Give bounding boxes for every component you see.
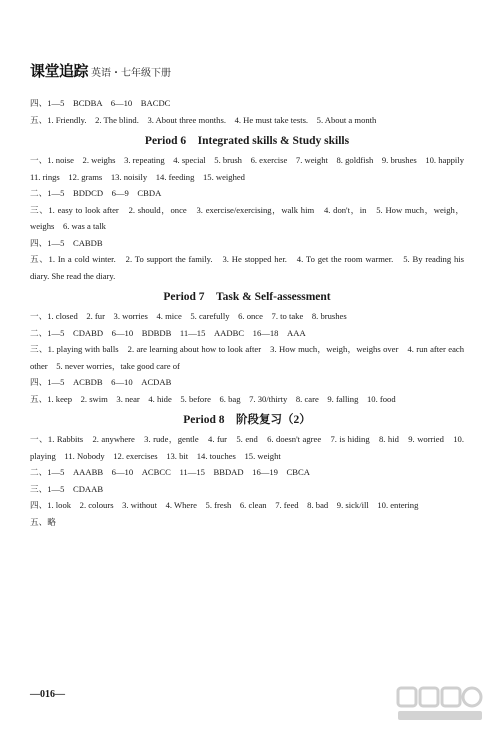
book-subtitle: 英语・七年级下册 [91,68,172,79]
answer-line: 一、1. noise 2. weighs 3. repeating 4. special 5. brush 6. exercise 7. weight 8. goldfish 9. brushes 10. happily 11. rings 12. grams 13. noisily 14. feeding 15. weighed [30,155,473,182]
answer-line: 二、1—5 BDDCD 6—9 CBDA [30,188,162,198]
answer-line: 四、1. look 2. colours 3. without 4. Where 5. fresh 6. clean 7. feed 8. bad 9. sick/ill 10. entering [30,500,419,510]
answer-content [30,95,473,530]
answer-line: 三、1. easy to look after 2. should，once 3. exercise/exercising，walk him 4. don't，in 5. How much，weigh，weighs 6. was a talk [30,204,464,231]
section-title: Period 6 Integrated skills & Study skills [144,135,350,147]
answer-line: 四、1—5 BCDBA 6—10 BACDC [30,98,171,108]
answer-line: 三、1. playing with balls 2. are learning about how to look after 3. How much，weigh，weighs over 4. run after each other 5. never worries，take good care of [30,344,464,371]
watermark-logo-icon [394,685,486,723]
section-title: Period 8 阶段复习（2） [183,414,311,426]
section-title: Period 7 Task & Self-assessment [163,291,331,303]
answer-line: 一、1. closed 2. fur 3. worries 4. mice 5. carefully 6. once 7. to take 8. brushes [30,311,347,321]
answer-line: 四、1—5 ACBDB 6—10 ACDAB [30,377,172,387]
answer-line: 二、1—5 AAABB 6—10 ACBCC 11—15 BBDAD 16—19 CBCA [30,467,310,477]
answer-line: 三、1—5 CDAAB [30,483,104,494]
page-number: —016— [30,689,65,700]
page-header [30,60,171,81]
answer-line: 五、1. Friendly. 2. The blind. 3. About three months. 4. He must take tests. 5. About a month [30,114,377,125]
answer-line: 五、略 [30,516,56,527]
answer-line: 五、1. In a cold winter. 2. To support the family. 3. He stopped her. 4. To get the room warmer. 5. By reading his diary. She read the diary. [30,254,464,281]
answer-line: 四、1—5 CABDB [30,237,103,248]
answer-line: 五、1. keep 2. swim 3. near 4. hide 5. before 6. bag 7. 30/thirty 8. care 9. falling 10. food [30,393,396,404]
brand-logo-text: 课堂追踪 [30,62,89,80]
answer-line: 一、1. Rabbits 2. anywhere 3. rude，gentle 4. fur 5. end 6. doesn't agree 7. is hiding 8. hid 9. worried 10. playing 11. Nobody 12. exercises 13. bit 14. touches 15. weight [30,434,464,461]
answer-line: 二、1—5 CDABD 6—10 BDBDB 11—15 AADBC 16—18 AAA [30,327,306,338]
